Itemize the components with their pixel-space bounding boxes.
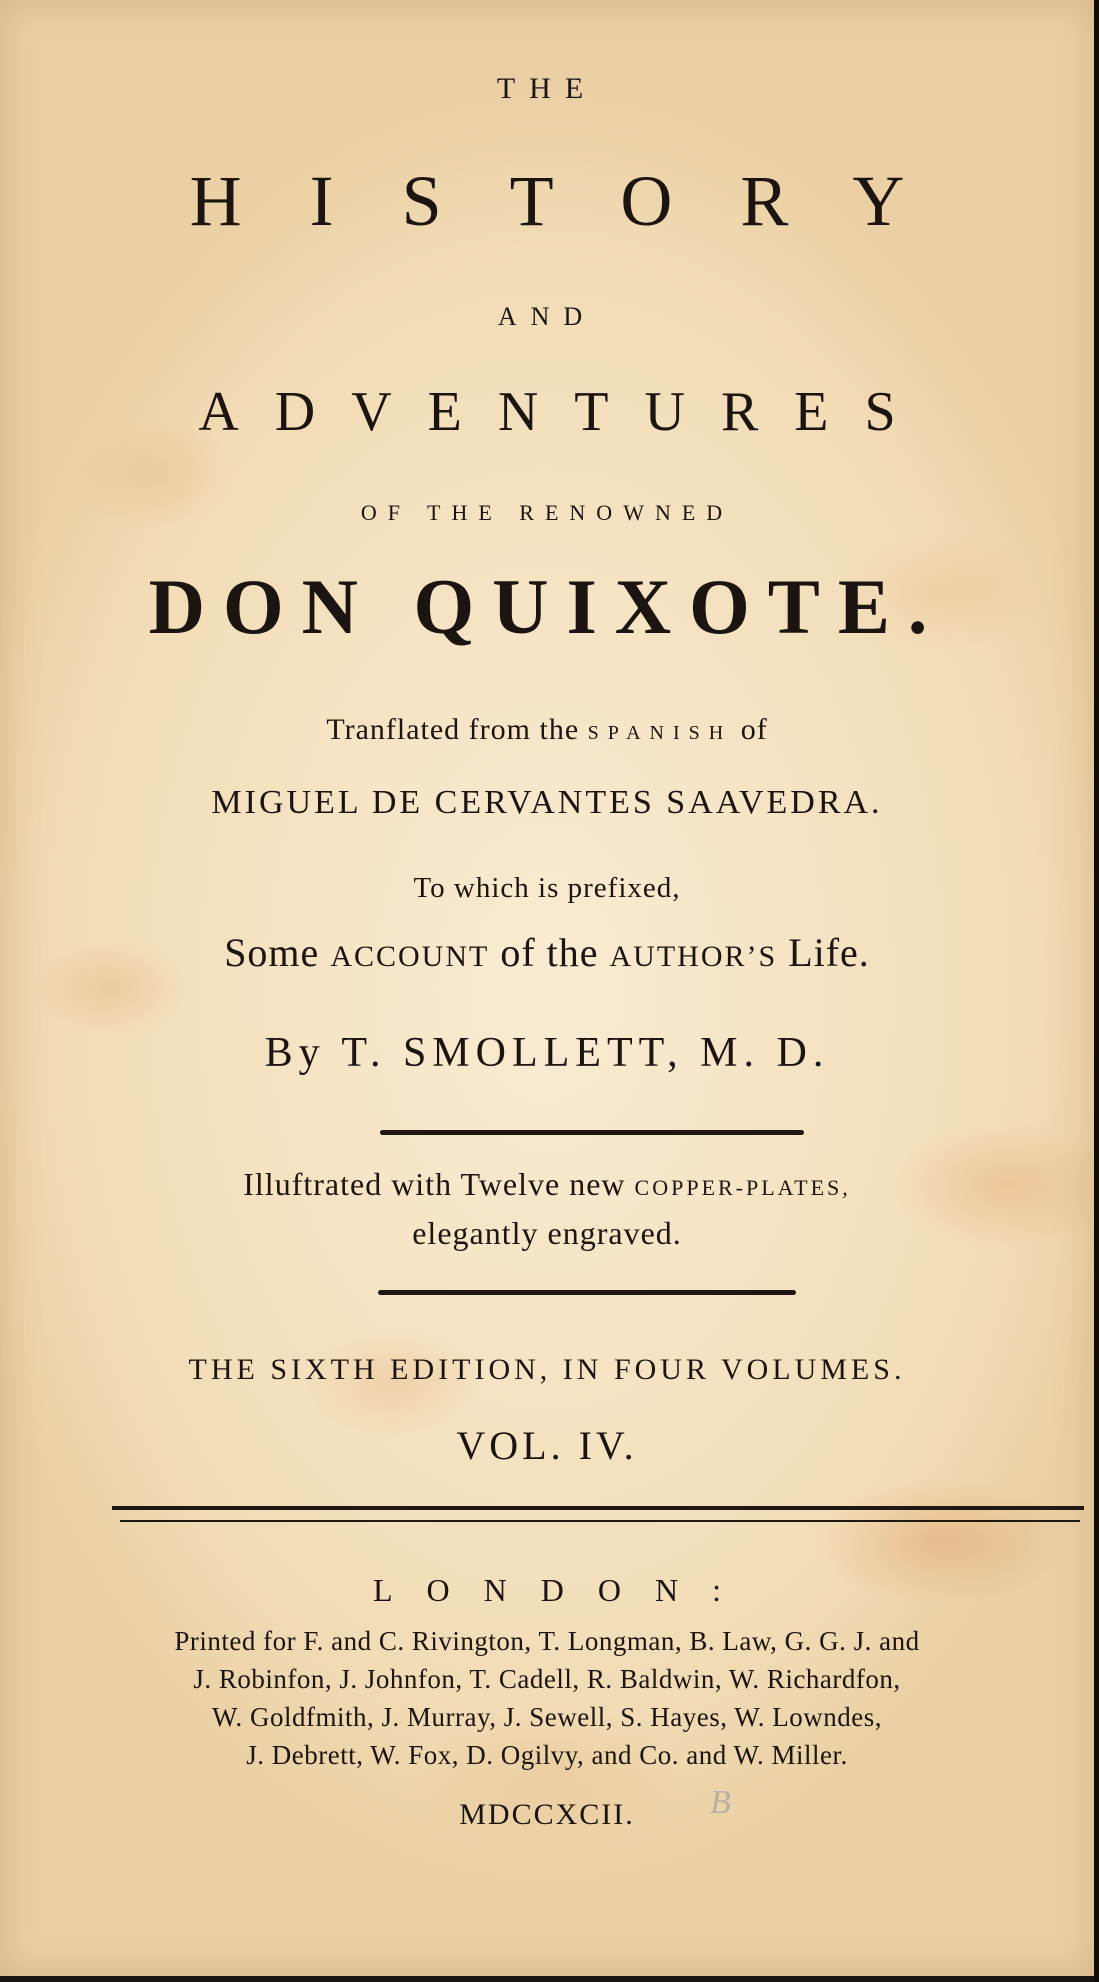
london-line: LONDON: [373, 1572, 755, 1608]
pencil-mark: B [710, 1784, 731, 1821]
heading-history: HISTORY [189, 161, 973, 241]
page-edge [1094, 0, 1099, 1982]
illustrated-line-1 [0, 1168, 1094, 1200]
volume-line: VOL. IV. [456, 1423, 638, 1468]
publication-date: MDCCXCII. [459, 1798, 635, 1831]
imprint-line-4: J. Debrett, W. Fox, D. Ogilvy, and Co. and W. Miller. [246, 1740, 848, 1770]
heading-of-the-renowned: OF THE RENOWNED [360, 500, 734, 525]
translated-spanish: SPANISH [587, 722, 733, 744]
illustrated-line-2: elegantly engraved. [412, 1215, 682, 1251]
account-account: ACCOUNT [330, 940, 490, 973]
imprint-line-1: Printed for F. and C. Rivington, T. Longman, B. Law, G. G. J. and [174, 1626, 920, 1656]
author-name: MIGUEL DE CERVANTES SAAVEDRA. [211, 784, 883, 821]
ornamental-rule-1 [380, 1130, 804, 1135]
account-line [0, 930, 1094, 975]
heading-the: THE [496, 72, 598, 105]
illustrated-plates: COPPER-PLATES, [634, 1175, 851, 1200]
heading-adventures: ADVENTURES [198, 381, 932, 443]
imprint-line-3: W. Goldfmith, J. Murray, J. Sewell, S. Hayes, W. Lowndes, [212, 1702, 882, 1732]
account-of-the: of the [489, 930, 610, 975]
heading-don-quixote: DON QUIXOTE. [148, 563, 946, 650]
smollett-line: By T. SMOLLETT, M. D. [264, 1030, 830, 1076]
translated-post: of [732, 713, 768, 746]
account-some: Some [224, 930, 331, 975]
prefixed-line: To which is prefixed, [413, 872, 681, 904]
imprint-line-2: J. Robinfon, J. Johnfon, T. Cadell, R. Baldwin, W. Richardfon, [193, 1664, 901, 1694]
edition-line: THE SIXTH EDITION, IN FOUR VOLUMES. [188, 1353, 906, 1386]
double-rule-bottom [120, 1520, 1080, 1522]
account-author: AUTHOR’S [609, 940, 778, 973]
translated-line [0, 715, 1094, 745]
illustrated-pre: Illuftrated with Twelve new [243, 1166, 635, 1202]
ornamental-rule-2 [378, 1290, 796, 1295]
account-life: Life. [777, 930, 870, 975]
double-rule-top [112, 1506, 1084, 1510]
heading-and: AND [497, 302, 597, 331]
translated-pre: Tranflated from the [326, 713, 588, 746]
